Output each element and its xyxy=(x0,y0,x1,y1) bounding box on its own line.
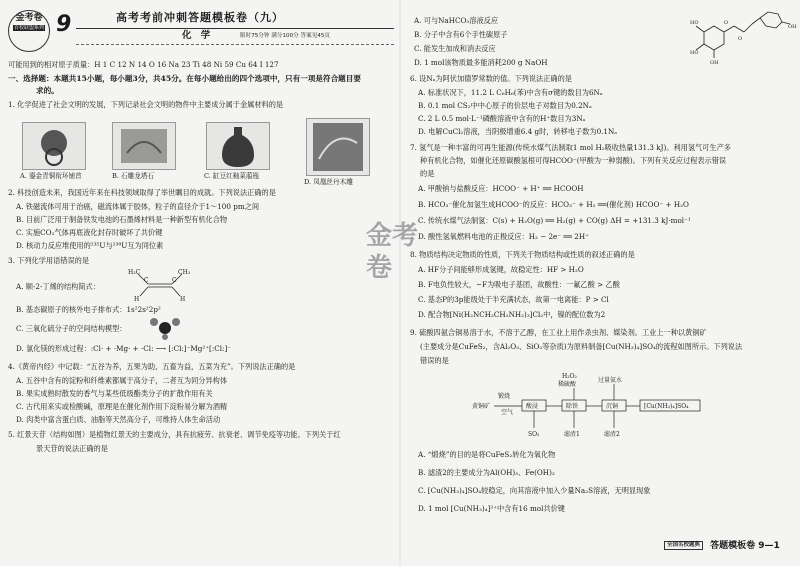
q2-option-c: C. 实施CO₂气体再底液化封存时破坏了共价键 xyxy=(16,228,163,237)
svg-text:OH: OH xyxy=(788,24,797,30)
page-footer xyxy=(664,540,780,552)
svg-text:HO: HO xyxy=(690,50,699,56)
flow-box-2: 除铁 xyxy=(566,403,579,410)
question-9-stem-cont2: 错误的是 xyxy=(420,356,449,365)
q6-option-d: D. 电解CuCl₂溶液，当阴极增重6.4 g时，转移电子数为0.1Nₐ xyxy=(418,127,618,136)
flow-raw: 黄铜矿 xyxy=(472,403,491,410)
q8-option-a: A. HF分子间能够形成氢键，故稳定性：HF > H₂O xyxy=(418,265,584,274)
q9-option-d: D. 1 mol [Cu(NH₃)₄]²⁺中含有16 mol共价键 xyxy=(418,504,565,513)
flow-top-1: H₂O₂ xyxy=(562,373,577,380)
salidroside-structure xyxy=(690,4,800,64)
atomic-masses: 可能用到的相对原子质量：H 1 C 12 N 14 O 16 Na 23 Ti 48 Ni 59 Cu 64 I 127 xyxy=(8,60,279,69)
flow-bottom-2: 滤渣1 xyxy=(564,431,580,438)
paper-title: 高考考前冲刺答题模板卷（九） xyxy=(116,11,284,24)
section-heading-cont: 求的。 xyxy=(36,86,59,95)
stone-carving-image xyxy=(112,122,176,170)
subject-label: 化 学 xyxy=(182,30,214,41)
process-flow-diagram xyxy=(472,370,712,442)
wood-carving-image xyxy=(306,118,370,176)
q7-option-b: B. HCO₃⁻催化加氢生成HCOO⁻的反应：HCO₃⁻ + H₂ ══(催化剂) HCOO⁻ + H₂O xyxy=(418,200,689,209)
q4-option-b: B. 果实成熟时散发的香气与某些低级酯类分子的扩散作用有关 xyxy=(16,389,213,398)
q5-option-a: A. 可与NaHCO₃溶液反应 xyxy=(414,16,499,25)
q3-option-a: A. 顺-2-丁烯的结构简式： xyxy=(16,282,100,291)
q4-option-c: C. 古代用来实或检酸碱，原理是在催化剂作用下淀粉易分解为酒精 xyxy=(16,402,228,411)
q5-option-c: C. 能发生加成和消去反应 xyxy=(414,44,496,53)
exam-meta: 限时75分钟 满分100分 答案见45页 xyxy=(240,33,331,39)
question-3-stem: 3. 下列化学用语错误的是 xyxy=(8,256,90,265)
glazed-vase-image xyxy=(206,122,270,170)
q3-option-d: D. 氯化镁的形成过程：:Cl· + ·Mg· + ·Cl: ⟶ [:Cl:]⁻Mg²⁺[:Cl:]⁻ xyxy=(16,344,232,353)
q1-caption-c: C. 缸豆红釉菜菔瓶 xyxy=(204,172,260,180)
svg-text:H₃C: H₃C xyxy=(128,269,141,276)
flow-bottom-1: SO₂ xyxy=(528,431,540,438)
logo-text: 金考卷 xyxy=(15,13,43,23)
q5-option-b: B. 分子中含有6个手性碳原子 xyxy=(414,30,508,39)
question-8-stem: 8. 物质结构决定物质的性质，下列关于物质结构或性质的叙述正确的是 xyxy=(410,250,635,259)
q2-option-b: B. 目前广泛用于制备铁发电池的石墨烯材料是一种新型有机化合物 xyxy=(16,215,228,224)
flow-bottom-3: 滤渣2 xyxy=(604,431,620,438)
q8-option-d: D. 配合物[Ni(H₂NCH₂CH₂NH₂)₃]Cl₂中，镍的配位数为2 xyxy=(418,310,606,319)
svg-text:O: O xyxy=(738,36,743,42)
svg-text:OH: OH xyxy=(710,60,719,64)
header-rule xyxy=(76,28,394,29)
header-rule-dashed xyxy=(76,44,394,45)
footer-tag: 全国名校题典 xyxy=(664,541,703,550)
svg-text:H: H xyxy=(134,296,140,302)
footer-page-label: 答题模板卷 9—1 xyxy=(710,541,780,551)
flow-box-3: 沉铜 xyxy=(606,403,619,410)
svg-text:H: H xyxy=(180,296,186,302)
question-9-stem: 9. 硫酸四氨合铜易溶于水，不溶于乙醇，在工业上用作杀虫剂、媒染剂。工业上一种以黄铜矿 xyxy=(410,328,707,337)
left-column xyxy=(0,0,398,566)
bronze-knocker-image xyxy=(22,122,86,170)
so3-model-icon xyxy=(148,316,182,340)
svg-text:O: O xyxy=(724,20,729,26)
q3-option-b: B. 基态碳原子的核外电子排布式：1s²2s²2p² xyxy=(16,305,161,314)
question-9-stem-cont: (主要成分是CuFeS₂，含Al₂O₃、SiO₂等杂质)为原料制备[Cu(NH₃)₄]SO₄的流程如图所示。下列说法 xyxy=(420,342,743,351)
question-6-stem: 6. 设Nₐ为阿伏加德罗常数的值。下列说法正确的是 xyxy=(410,74,572,83)
q6-option-b: B. 0.1 mol CS₂中中心原子的价层电子对数目为0.2Nₐ xyxy=(418,101,592,110)
question-1-stem: 1. 化学促进了社会文明的发展，下列记录社会文明的物件中主要成分属于金属材料的是 xyxy=(8,100,284,109)
flow-box-1: 酸浸 xyxy=(526,403,539,410)
question-4-stem: 4.《黄帝内经》中记载：“五谷为养，五果为助，五畜为益，五菜为充”。下列说法正确的是 xyxy=(8,362,296,371)
watermark-stamp: 金考卷 xyxy=(366,221,419,283)
q4-option-a: A. 五谷中含有的淀粉和纤维素都属于高分子，二者互为同分异构体 xyxy=(16,376,228,385)
section-heading: 一、选择题：本题共15小题，每小题3分，共45分。在每小题给出的四个选项中，只有一项是符合题目要 xyxy=(8,74,361,83)
q9-option-c: C. [Cu(NH₃)₄]SO₄较稳定，向其溶液中加入少量Na₂S溶液，无明显现象 xyxy=(418,486,651,495)
q2-option-d: D. 核动力反应堆使用的²³⁵U与²³⁸U互为同位素 xyxy=(16,241,164,250)
q4-option-d: D. 肉类中富含蛋白质、油脂等天然高分子，可维持人体生命活动 xyxy=(16,415,221,424)
flow-top-2: 稀硫酸 xyxy=(558,381,577,388)
flow-step1: 锻烧 xyxy=(498,393,511,400)
flow-top-3: 过量氨水 xyxy=(598,377,623,384)
q6-option-c: C. 2 L 0.5 mol·L⁻¹磷酸溶液中含有的H⁺数目为3Nₐ xyxy=(418,114,586,123)
q7-option-c: C. 传统水煤气法制氢：C(s) + H₂O(g) ══ H₂(g) + CO(g) ΔH = +131.3 kJ·mol⁻¹ xyxy=(418,216,691,225)
question-7-stem-cont: 种有机化合物，如催化还原碳酸氢根可得HCOO⁻(甲酸为一种弱酸)。下列有关反应过程表示错误 xyxy=(420,156,727,165)
q1-caption-b: B. 石雕龙塔石 xyxy=(112,172,155,180)
question-5-stem-cont: 景天苷的说法正确的是 xyxy=(36,444,108,453)
question-7-stem-cont2: 的是 xyxy=(420,169,435,178)
brand-logo xyxy=(8,10,50,52)
svg-text:CH₃: CH₃ xyxy=(178,269,191,276)
q8-option-c: C. 基态P的3p能级处于半充满状态，故第一电离能：P > Cl xyxy=(418,295,609,304)
logo-subtitle: 百校联盟系列 xyxy=(13,25,44,31)
question-2-stem: 2. 科技创造未来，我国近年来在科技领域取得了举世瞩目的成就。下列说法正确的是 xyxy=(8,188,276,197)
q1-caption-d: D. 凤凰丝丹木雕 xyxy=(304,178,353,186)
right-column xyxy=(402,0,800,566)
flow-air: 空气 xyxy=(501,409,514,416)
question-5-stem: 5. 红景天苷（结构如图）是植物红景天的主要成分，具有抗疲劳、抗衰老、调节免疫等功能。下列关于红 xyxy=(8,430,341,439)
q9-option-b: B. 滤渣2的主要成分为Al(OH)₃、Fe(OH)₃ xyxy=(418,468,555,477)
q3-option-c: C. 三氧化硫分子的空间结构模型： xyxy=(16,324,127,333)
paper-header xyxy=(6,6,394,54)
paper-number: 9 xyxy=(56,12,72,37)
flow-product: [Cu(NH₃)₄]SO₄ xyxy=(644,403,689,410)
q1-caption-a: A. 鎏金青铜衔环铺首 xyxy=(20,172,82,180)
q9-option-a: A. “煅烧”的目的是将CuFeS₂转化为氧化物 xyxy=(418,450,556,459)
cis-butene-structure xyxy=(128,266,198,302)
q6-option-a: A. 标准状况下，11.2 L C₆H₆(苯)中含有σ键的数目为6Nₐ xyxy=(418,88,603,97)
q7-option-d: D. 酸性氢氧燃料电池的正极反应：H₂ − 2e⁻ ══ 2H⁺ xyxy=(418,232,589,241)
svg-text:C: C xyxy=(144,277,149,284)
q7-option-a: A. 甲酸钠与盐酸反应：HCOO⁻ + H⁺ ══ HCOOH xyxy=(418,184,584,193)
svg-text:C: C xyxy=(172,277,177,284)
question-7-stem: 7. 氢气是一种丰富的可再生能源(传统水煤气法制取1 mol H₂吸收热量131.3 kJ)。利用氢气可生产多 xyxy=(410,143,731,152)
svg-text:HO: HO xyxy=(690,20,699,26)
q8-option-b: B. F电负性较大，−F为吸电子基团，故酸性：一氟乙酸 > 乙酸 xyxy=(418,280,620,289)
q2-option-a: A. 铁磁流体可用于治癌，磁流体属于胶体，粒子的直径介于1～100 pm之间 xyxy=(16,202,260,211)
q5-option-d: D. 1 mol该物质最多能消耗200 g NaOH xyxy=(414,58,548,67)
